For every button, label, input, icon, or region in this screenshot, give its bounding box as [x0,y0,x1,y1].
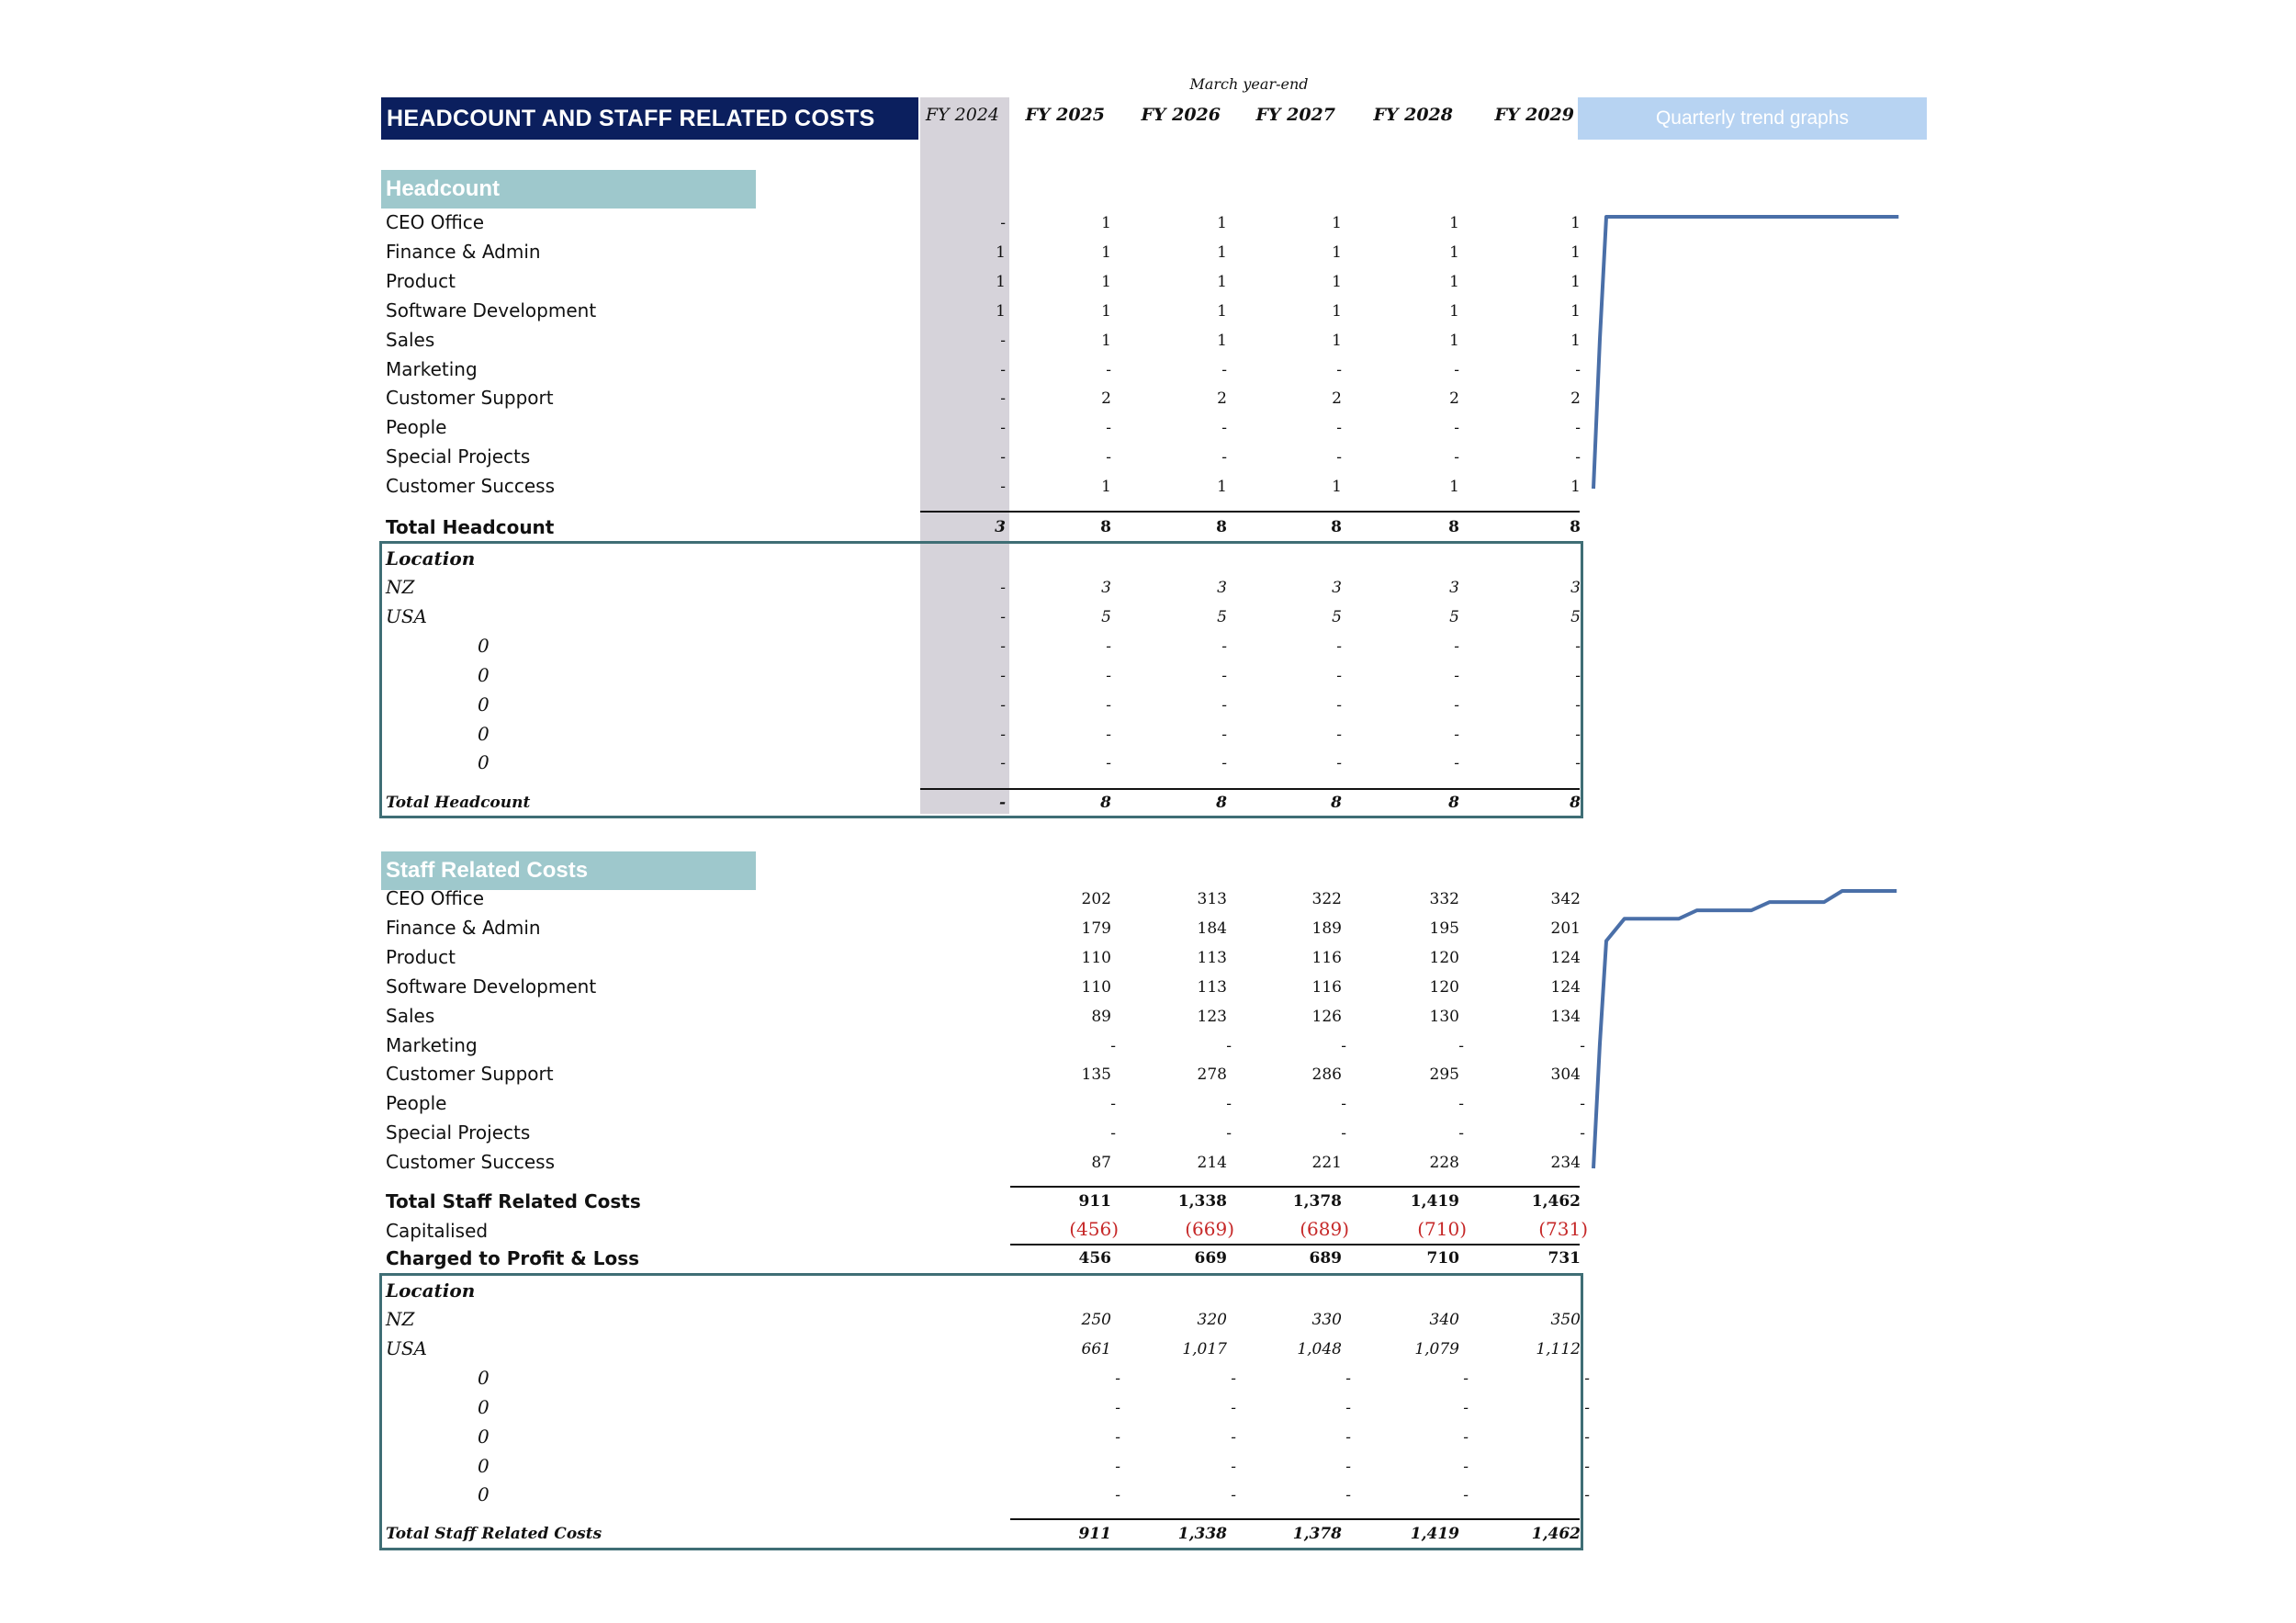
headcount-value: 1 [1332,242,1342,262]
headcount-value: 1 [1570,214,1581,232]
headcount-location-total-value: 8 [1448,794,1459,812]
staff-costs-value: 313 [1197,890,1227,908]
headcount-value: - [1000,214,1006,232]
charged-to-pl-value: 710 [1426,1249,1459,1268]
staff-costs-location-value: - [1231,1457,1236,1476]
staff-costs-row-label: Marketing [386,1033,478,1056]
staff-costs-location-value: 320 [1197,1311,1227,1329]
headcount-value: - [1221,360,1227,379]
staff-costs-location-value: - [1345,1398,1351,1417]
headcount-location-label: USA [386,604,427,627]
staff-costs-location-value: - [1463,1486,1469,1505]
staff-costs-value: - [1580,1036,1585,1055]
staff-costs-location-value: - [1463,1457,1469,1476]
staff-costs-value: 124 [1550,948,1581,967]
staff-costs-location-label: USA [386,1336,427,1359]
headcount-location-value: - [1000,725,1006,744]
headcount-value: - [1454,419,1459,438]
staff-costs-location-value: - [1584,1398,1590,1417]
page-title: HEADCOUNT AND STAFF RELATED COSTS [387,106,875,131]
staff-costs-location-total-value: 1,419 [1410,1525,1459,1543]
headcount-value: 1 [1332,272,1342,291]
headcount-value: 1 [1217,331,1227,350]
headcount-location-value: - [1336,725,1342,744]
staff-costs-location-value: - [1115,1457,1120,1476]
staff-costs-value: 130 [1429,1007,1459,1026]
headcount-value: 1 [1217,272,1227,291]
staff-costs-value: 189 [1311,919,1342,938]
staff-costs-value: 113 [1197,948,1227,967]
headcount-row-label: Customer Success [386,475,556,498]
headcount-value: - [1000,478,1006,497]
headcount-value: 1 [1101,301,1111,321]
headcount-value: 1 [996,242,1006,262]
headcount-value: 1 [1570,478,1581,497]
headcount-row-label: Sales [386,328,435,351]
staff-costs-total-value: 1,419 [1410,1192,1459,1211]
headcount-location-value: 5 [1332,607,1342,626]
headcount-value: 1 [1449,331,1459,350]
headcount-value: 2 [1217,389,1227,409]
headcount-location-value: - [1000,607,1006,626]
headcount-value: - [1106,360,1111,379]
headcount-value: 1 [1332,478,1342,497]
headcount-location-value: - [1454,725,1459,744]
staff-costs-location-value: - [1115,1369,1120,1388]
headcount-location-value: - [1575,666,1581,685]
charged-to-pl-label: Charged to Profit & Loss [386,1247,640,1269]
headcount-value: 1 [1101,242,1111,262]
headcount-location-label: 0 [478,663,490,686]
headcount-value: 1 [1570,272,1581,291]
staff-costs-value: - [1458,1124,1464,1144]
staff-costs-location-value: 1,112 [1536,1339,1581,1358]
headcount-total-value: 8 [1331,518,1342,536]
staff-costs-total-value: 1,462 [1531,1192,1581,1211]
staff-costs-value: 201 [1550,919,1581,938]
headcount-value: 1 [1570,301,1581,321]
headcount-location-value: - [1106,637,1111,656]
capitalised-value: (710) [1417,1218,1467,1240]
headcount-row-label: Software Development [386,299,597,321]
staff-costs-value: 234 [1550,1154,1581,1173]
headcount-value: 1 [1449,301,1459,321]
year-header-fy2028: FY 2028 [1373,105,1453,125]
staff-costs-value: 116 [1311,977,1342,997]
headcount-value: - [1000,419,1006,438]
staff-costs-location-value: - [1345,1369,1351,1388]
staff-costs-location-title: Location [386,1279,476,1302]
headcount-location-total-value: 8 [1100,794,1111,812]
staff-costs-row-label: Finance & Admin [386,916,541,939]
headcount-location-value: 3 [1449,579,1459,597]
headcount-value: - [1575,360,1581,379]
staff-costs-location-value: - [1584,1427,1590,1447]
headcount-total-value: 8 [1216,518,1227,536]
charged-to-pl-value: 689 [1309,1249,1342,1268]
staff-costs-location-value: - [1584,1486,1590,1505]
headcount-value: 1 [1101,214,1111,232]
staff-costs-value: 221 [1311,1154,1342,1173]
staff-costs-value: - [1341,1095,1346,1114]
headcount-value: 1 [1449,478,1459,497]
staff-costs-value: 228 [1429,1154,1459,1173]
staff-costs-location-value: 661 [1081,1339,1111,1358]
headcount-value: 1 [1217,214,1227,232]
year-header-fy2029: FY 2029 [1494,105,1574,125]
headcount-location-value: - [1221,695,1227,715]
headcount-value: - [1221,448,1227,468]
headcount-location-value: 3 [1101,579,1111,597]
headcount-location-value: - [1454,637,1459,656]
staff-costs-location-value: - [1463,1427,1469,1447]
capitalised-value: (731) [1538,1218,1588,1240]
headcount-value: - [1454,448,1459,468]
year-header-fy2027: FY 2027 [1255,105,1335,125]
staff-costs-value: 179 [1081,919,1111,938]
staff-costs-value: 113 [1197,977,1227,997]
staff-costs-location-value: 340 [1429,1311,1459,1329]
headcount-total-value: 3 [995,518,1006,536]
headcount-location-total-value: 8 [1570,794,1581,812]
staff-costs-total-label: Total Staff Related Costs [386,1190,641,1212]
headcount-location-value: - [1221,725,1227,744]
staff-costs-location-label: 0 [478,1483,490,1506]
headcount-row-label: Special Projects [386,445,531,468]
headcount-location-value: - [1106,695,1111,715]
staff-costs-location-value: - [1345,1427,1351,1447]
headcount-location-value: - [1336,666,1342,685]
staff-costs-location-total-label: Total Staff Related Costs [386,1525,602,1543]
headcount-value: 1 [1570,331,1581,350]
staff-costs-value: - [1341,1036,1346,1055]
capitalised-value: (689) [1300,1218,1349,1240]
headcount-value: - [1106,419,1111,438]
headcount-location-value: - [1575,725,1581,744]
headcount-total-value: 8 [1100,518,1111,536]
staff-costs-location-value: 1,079 [1414,1339,1459,1358]
staff-costs-location-value: - [1115,1486,1120,1505]
staff-costs-section-title: Staff Related Costs [381,851,756,890]
charged-to-pl-value: 669 [1194,1249,1227,1268]
staff-costs-location-value: - [1231,1369,1236,1388]
staff-costs-value: - [1458,1095,1464,1114]
headcount-location-total-value: - [998,794,1006,812]
headcount-location-total-value: 8 [1331,794,1342,812]
headcount-location-label: 0 [478,693,490,716]
charged-to-pl-value: 456 [1078,1249,1111,1268]
headcount-section-title: Headcount [381,170,756,209]
headcount-value: - [1336,448,1342,468]
headcount-location-value: - [1221,637,1227,656]
staff-costs-value: - [1341,1124,1346,1144]
staff-costs-value: 110 [1081,977,1111,997]
staff-costs-location-total-value: 911 [1078,1525,1111,1543]
headcount-value: 1 [996,272,1006,291]
headcount-location-value: - [1336,637,1342,656]
staff-costs-location-label: 0 [478,1425,490,1448]
capitalised-label: Capitalised [386,1220,489,1242]
headcount-row-label: Product [386,269,456,292]
headcount-location-total-label: Total Headcount [386,794,531,812]
staff-costs-row-label: Software Development [386,975,597,997]
staff-costs-location-value: 1,017 [1182,1339,1227,1358]
headcount-value: - [1336,360,1342,379]
headcount-location-title: Location [386,547,476,569]
headcount-value: 1 [1217,242,1227,262]
headcount-row-label: Marketing [386,357,478,380]
headcount-location-value: - [1221,666,1227,685]
headcount-location-value: - [1221,754,1227,773]
staff-costs-value: 214 [1197,1154,1227,1173]
capitalised-value: (456) [1069,1218,1119,1240]
staff-costs-location-total-value: 1,338 [1177,1525,1227,1543]
staff-costs-value: - [1580,1095,1585,1114]
headcount-total-value: 8 [1448,518,1459,536]
headcount-location-value: - [1575,695,1581,715]
staff-costs-value: 134 [1550,1007,1581,1026]
staff-costs-location-value: - [1115,1398,1120,1417]
headcount-location-value: - [1000,637,1006,656]
staff-costs-row-label: CEO Office [386,887,485,909]
headcount-location-value: - [1575,637,1581,656]
staff-costs-location-label: NZ [386,1308,415,1330]
staff-costs-location-value: - [1345,1486,1351,1505]
headcount-value: - [1336,419,1342,438]
headcount-location-value: - [1575,754,1581,773]
headcount-value: 1 [1101,331,1111,350]
staff-costs-value: 120 [1429,948,1459,967]
staff-costs-value: 110 [1081,948,1111,967]
capitalised-value: (669) [1185,1218,1234,1240]
headcount-location-value: - [1454,666,1459,685]
staff-costs-total-value: 1,338 [1177,1192,1227,1211]
headcount-value: 1 [1332,214,1342,232]
headcount-value: 1 [1332,331,1342,350]
staff-costs-location-label: 0 [478,1395,490,1418]
staff-costs-location-value: 1,048 [1297,1339,1342,1358]
headcount-value: 1 [1101,478,1111,497]
headcount-location-value: 3 [1217,579,1227,597]
year-header-fy2024: FY 2024 [925,105,999,125]
staff-costs-value: 124 [1550,977,1581,997]
headcount-row-label: Customer Support [386,387,554,410]
staff-costs-location-value: - [1231,1486,1236,1505]
staff-costs-total-value: 1,378 [1292,1192,1342,1211]
headcount-value: - [1575,448,1581,468]
staff-costs-value: - [1110,1036,1116,1055]
staff-costs-row-label: Customer Success [386,1151,556,1174]
staff-costs-value: - [1226,1095,1232,1114]
headcount-row-label: People [386,416,447,439]
headcount-location-value: 5 [1101,607,1111,626]
staff-costs-location-value: - [1231,1427,1236,1447]
headcount-row-label: CEO Office [386,211,485,233]
headcount-location-total-value: 8 [1216,794,1227,812]
staff-costs-location-total-value: 1,378 [1292,1525,1342,1543]
staff-costs-location-value: - [1345,1457,1351,1476]
staff-costs-row-label: Product [386,945,456,968]
headcount-value: - [1454,360,1459,379]
headcount-location-value: 5 [1449,607,1459,626]
staff-costs-value: 332 [1429,890,1459,908]
headcount-value: - [1575,419,1581,438]
headcount-value: - [1106,448,1111,468]
staff-costs-value: - [1110,1095,1116,1114]
headcount-value: 1 [996,301,1006,321]
staff-costs-value: - [1110,1124,1116,1144]
headcount-value: 1 [1217,301,1227,321]
staff-costs-location-value: 250 [1081,1311,1111,1329]
headcount-location-value: - [1454,695,1459,715]
headcount-value: - [1000,331,1006,350]
staff-costs-location-value: 350 [1550,1311,1581,1329]
headcount-value: 2 [1570,389,1581,409]
headcount-location-value: - [1336,754,1342,773]
headcount-location-value: - [1336,695,1342,715]
headcount-value: 1 [1101,272,1111,291]
staff-costs-value: 295 [1429,1065,1459,1085]
staff-costs-value: - [1580,1124,1585,1144]
staff-costs-value: 342 [1550,890,1581,908]
staff-costs-value: 89 [1091,1007,1111,1026]
staff-costs-value: 126 [1311,1007,1342,1026]
headcount-location-value: - [1000,666,1006,685]
headcount-value: 1 [1217,478,1227,497]
staff-costs-value: - [1226,1124,1232,1144]
headcount-total-value: 8 [1570,518,1581,536]
headcount-location-value: - [1000,754,1006,773]
staff-costs-value: 116 [1311,948,1342,967]
year-header-fy2026: FY 2026 [1141,105,1221,125]
staff-costs-row-label: Customer Support [386,1063,554,1086]
headcount-location-value: - [1454,754,1459,773]
staff-costs-row-label: People [386,1092,447,1115]
staff-costs-value: - [1458,1036,1464,1055]
headcount-value: 2 [1332,389,1342,409]
year-header-fy2025: FY 2025 [1025,105,1105,125]
year-end-caption: March year-end [1189,75,1309,93]
headcount-location-value: 3 [1570,579,1581,597]
staff-costs-value: 195 [1429,919,1459,938]
staff-costs-total-value: 911 [1078,1192,1111,1211]
headcount-row-label: Finance & Admin [386,240,541,263]
staff-costs-value: 278 [1197,1065,1227,1085]
quarterly-trend-graphs-button[interactable]: Quarterly trend graphs [1578,97,1927,140]
headcount-value: - [1000,448,1006,468]
headcount-location-value: 3 [1332,579,1342,597]
headcount-location-value: 5 [1570,607,1581,626]
staff-costs-value: 202 [1081,890,1111,908]
headcount-value: - [1000,360,1006,379]
headcount-location-value: 5 [1217,607,1227,626]
headcount-value: 2 [1449,389,1459,409]
headcount-location-value: - [1000,695,1006,715]
staff-costs-value: 286 [1311,1065,1342,1085]
staff-costs-location-value: - [1584,1457,1590,1476]
headcount-location-label: NZ [386,576,415,598]
staff-costs-row-label: Special Projects [386,1121,531,1144]
staff-costs-value: 123 [1197,1007,1227,1026]
headcount-location-value: - [1106,754,1111,773]
staff-costs-location-value: - [1584,1369,1590,1388]
staff-costs-location-value: - [1463,1398,1469,1417]
staff-costs-value: 322 [1311,890,1342,908]
charged-to-pl-value: 731 [1548,1249,1581,1268]
staff-costs-value: 120 [1429,977,1459,997]
headcount-total-label: Total Headcount [386,516,555,538]
staff-costs-location-value: - [1231,1398,1236,1417]
headcount-location-label: 0 [478,722,490,745]
headcount-value: 1 [1449,272,1459,291]
staff-costs-row-label: Sales [386,1004,435,1027]
headcount-value: 2 [1101,389,1111,409]
staff-costs-trend-line [1593,891,1896,1168]
headcount-value: 1 [1449,214,1459,232]
headcount-location-value: - [1000,579,1006,597]
staff-costs-location-value: - [1463,1369,1469,1388]
headcount-trend-line [1593,217,1898,489]
headcount-location-label: 0 [478,634,490,657]
staff-costs-location-label: 0 [478,1366,490,1389]
staff-costs-value: 135 [1081,1065,1111,1085]
staff-costs-location-label: 0 [478,1454,490,1477]
headcount-value: 1 [1570,242,1581,262]
staff-costs-value: 184 [1197,919,1227,938]
headcount-location-value: - [1106,725,1111,744]
headcount-value: - [1221,419,1227,438]
staff-costs-location-total-value: 1,462 [1531,1525,1581,1543]
staff-costs-location-value: - [1115,1427,1120,1447]
staff-costs-value: 87 [1091,1154,1111,1173]
headcount-value: - [1000,389,1006,409]
staff-costs-value: - [1226,1036,1232,1055]
headcount-value: 1 [1332,301,1342,321]
headcount-value: 1 [1449,242,1459,262]
staff-costs-location-value: 330 [1311,1311,1342,1329]
staff-costs-value: 304 [1550,1065,1581,1085]
headcount-location-label: 0 [478,751,490,774]
headcount-location-value: - [1106,666,1111,685]
